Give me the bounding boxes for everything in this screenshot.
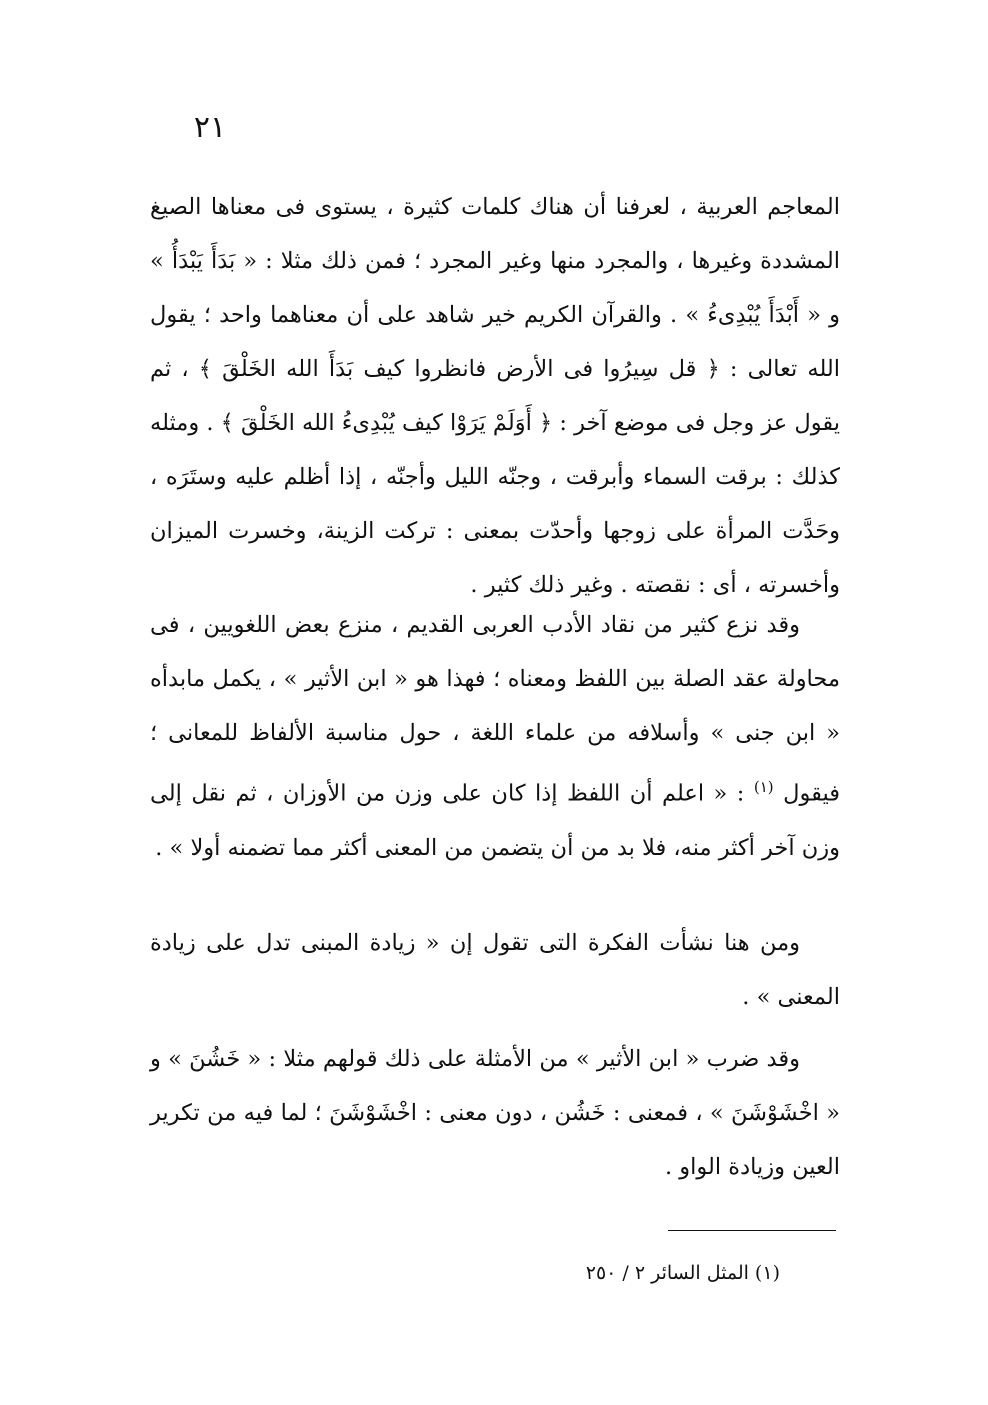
paragraph-3 bbox=[150, 916, 840, 1024]
footnote-divider bbox=[668, 1230, 836, 1231]
paragraph-2-text-end: : « اعلم أن اللفظ إذا كان على وزن من الأوزان ، ثم نقل إلى وزن آخر أكثر منه، فلا بد من أن يتضمن من المعنى أكثر مما تضمنه أولا » . bbox=[150, 780, 840, 861]
paragraph-1-text: المعاجم العربية ، لعرفنا أن هناك كلمات كثيرة ، يستوى فى معناها الصيغ المشددة وغيرها ، والمجرد منها وغير المجرد ؛ فمن ذلك مثلا : « بَدَأَ يَبْدَأُ » و « أَبْدَأَ يُبْدِىءُ » . والقرآن الكريم خير شاهد على أن معناهما واحد ؛ يقول الله تعالى : ﴿ قل سِيرُوا فى الأرض فانظروا كيف بَدَأَ الله الخَلْقَ ﴾ ، ثم يقول عز وجل فى موضع آخر : ﴿ أَوَلَمْ يَرَوْا كيف يُبْدِىءُ الله الخَلْقَ ﴾ . ومثله كذلك : برقت السماء وأبرقت ، وجنّه الليل وأجنّه ، إذا أظلم عليه وستَرَه ، وحَدَّت المرأة على زوجها وأحدّت بمعنى : تركت الزينة، وخسرت الميزان وأخسرته ، أى : نقصته . وغير ذلك كثير . bbox=[150, 194, 840, 598]
footnote-reference: (١) bbox=[753, 778, 774, 796]
paragraph-2-text bbox=[150, 598, 840, 875]
paragraph-3-text: ومن هنا نشأت الفكرة التى تقول إن « زيادة المبنى تدل على زيادة المعنى » . bbox=[150, 930, 840, 1010]
footnote: (١) المثل السائر ٢ / ٢٥٠ bbox=[585, 1262, 780, 1284]
page-number: ٢١ bbox=[193, 110, 227, 145]
paragraph-1 bbox=[150, 180, 840, 612]
paragraph-4 bbox=[150, 1032, 840, 1194]
paragraph-2-text-start: وقد نزع كثير من نقاد الأدب العربى القديم ، منزع بعض اللغويين ، فى محاولة عقد الصلة بين اللفظ ومعناه ؛ فهذا هو « ابن الأثير » ، يكمل مابدأه « ابن جنى » وأسلافه من علماء اللغة ، حول مناسبة الألفاظ للمعانى ؛ فيقول bbox=[150, 612, 840, 807]
paragraph-2 bbox=[150, 598, 840, 875]
paragraph-4-text: وقد ضرب « ابن الأثير » من الأمثلة على ذلك قولهم مثلا : « خَشُنَ » و « اخْشَوْشَنَ » ، فمعنى : خَشُن ، دون معنى : اخْشَوْشَنَ ؛ لما فيه من تكرير العين وزيادة الواو . bbox=[150, 1046, 840, 1180]
